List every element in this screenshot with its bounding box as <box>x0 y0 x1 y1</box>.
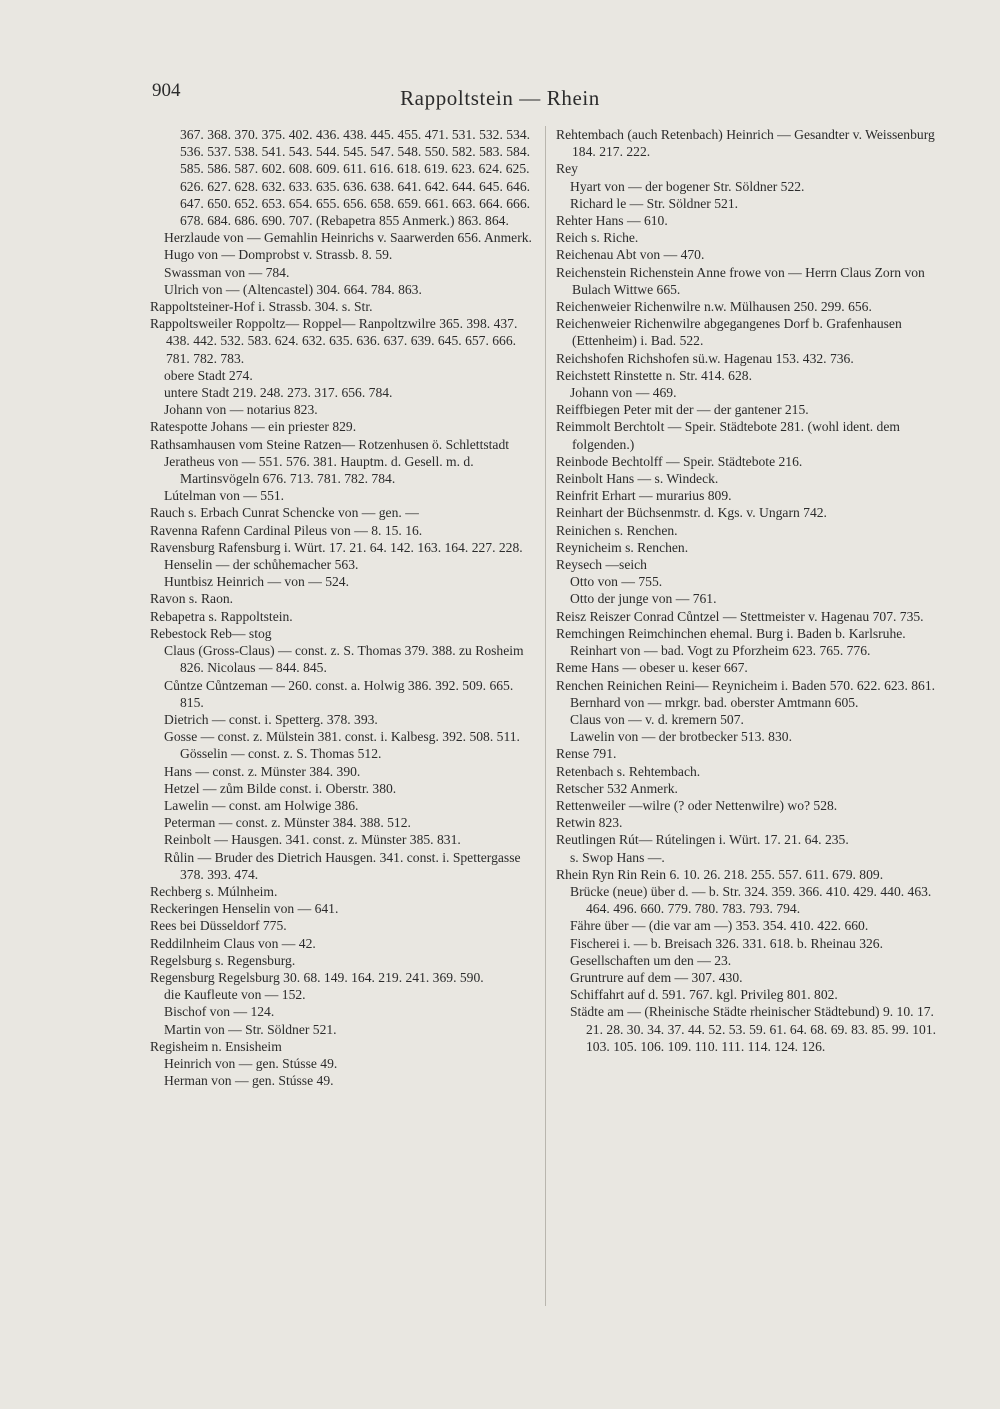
index-entry: Rees bei Düsseldorf 775. <box>150 918 287 934</box>
index-entry: Rettenweiler —wilre (? oder Nettenwilre) wo? 528. <box>556 797 838 813</box>
index-subentry: Reinhart von — bad. Vogt zu Pforzheim 623. 765. 776. <box>570 643 871 659</box>
index-subentry: Lawelin — const. am Holwige 386. <box>164 797 359 813</box>
index-subentry: obere Stadt 274. <box>164 367 253 383</box>
index-subentry: Huntbisz Heinrich — von — 524. <box>164 574 350 590</box>
index-entry: Rense 791. <box>556 746 617 762</box>
index-subentry: Claus (Gross-Claus) — const. z. S. Thomas 379. 388. zu Rosheim 826. Nicolaus — 844. 845. <box>164 643 524 676</box>
index-subentry: untere Stadt 219. 248. 273. 317. 656. 784. <box>164 385 393 401</box>
index-subentry: Städte am — (Rheinische Städte rheinischer Städtebund) 9. 10. 17. 21. 28. 30. 34. 37. 44. 52. 53. 59. 61. 64. 68. 69. 83. 85. 99. 101. 103. 105. 106. 109. 110. 111. 114. 124. 126. <box>570 1004 937 1054</box>
index-subentry: 367. 368. 370. 375. 402. 436. 438. 445. 455. 471. 531. 532. 534. 536. 537. 538. 541. 543. 544. 545. 547. 548. 550. 582. 583. 584. 585. 586. 587. 602. 608. 609. 611. 616. 618. 619. 623. 624. 625. 626. 627. 628. 632. 633. 635. 636. 638. 641. 642. 644. 645. 646. 647. 650. 652. 653. 654. 655. 656. 658. 659. 661. 663. 664. 666. 678. 684. 686. 690. 707. (Rebapetra 855 Anmerk.) 863. 864. <box>180 127 531 229</box>
index-entry: Reichstett Rinstette n. Str. 414. 628. <box>556 367 752 383</box>
index-entry: Reimmolt Berchtolt — Speir. Städtebote 281. (wohl ident. dem folgenden.) <box>556 419 900 452</box>
index-entry: Reichenweier Richenwilre n.w. Mülhausen 250. 299. 656. <box>556 299 872 315</box>
index-subentry: Peterman — const. z. Münster 384. 388. 512. <box>164 815 411 831</box>
index-subentry: Ulrich von — (Altencastel) 304. 664. 784. 863. <box>164 281 422 297</box>
index-subentry: Lútelman von — 551. <box>164 488 285 504</box>
index-entry: Reichenau Abt von — 470. <box>556 247 705 263</box>
index-entry: Reisz Reiszer Conrad Cůntzel — Stettmeister v. Hagenau 707. 735. <box>556 608 924 624</box>
index-subentry: Fischerei i. — b. Breisach 326. 331. 618. b. Rheinau 326. <box>570 935 883 951</box>
running-title: Rappoltstein — Rhein <box>400 86 600 110</box>
index-entry: Reysech —seich <box>556 557 647 573</box>
index-entry: Reinfrit Erhart — murarius 809. <box>556 488 732 504</box>
index-entry: Ravensburg Rafensburg i. Würt. 17. 21. 64. 142. 163. 164. 227. 228. <box>150 539 523 555</box>
index-entry: Reinbode Bechtolff — Speir. Städtebote 216. <box>556 453 803 469</box>
index-subentry: Brücke (neue) über d. — b. Str. 324. 359. 366. 410. 429. 440. 463. 464. 496. 660. 779. 780. 783. 793. 794. <box>570 883 932 917</box>
index-entry: Reiffbiegen Peter mit der — der gantener 215. <box>556 402 809 418</box>
index-entry: Retscher 532 Anmerk. <box>556 780 678 796</box>
index-entry: Rebestock Reb— stog <box>150 625 272 641</box>
index-entry: Renchen Reinichen Reini— Reynicheim i. Baden 570. 622. 623. 861. <box>556 677 936 693</box>
index-entry: Remchingen Reimchinchen ehemal. Burg i. Baden b. Karlsruhe. <box>556 625 906 641</box>
index-entry: Rathsamhausen vom Steine Ratzen— Rotzenhusen ö. Schlettstadt <box>150 436 510 452</box>
index-subentry: Lawelin von — der brotbecker 513. 830. <box>570 729 792 745</box>
index-subentry: Gosse — const. z. Mülstein 381. const. i. Kalbesg. 392. 508. 511. Gösselin — const. z. S. Thomas 512. <box>164 729 520 762</box>
index-subentry: Schiffahrt auf d. 591. 767. kgl. Privileg 801. 802. <box>570 987 838 1003</box>
index-column-right <box>556 126 940 1055</box>
index-entry: Reme Hans — obeser u. keser 667. <box>556 660 748 676</box>
index-subentry: s. Swop Hans —. <box>570 849 665 865</box>
index-subentry: Claus von — v. d. kremern 507. <box>570 711 744 727</box>
index-column-left <box>150 126 535 1089</box>
index-subentry: Fähre über — (die var am —) 353. 354. 410. 422. 660. <box>570 918 869 934</box>
index-entry: Rappoltsteiner-Hof i. Strassb. 304. s. Str. <box>150 299 373 315</box>
index-subentry: Reinbolt — Hausgen. 341. const. z. Münster 385. 831. <box>164 832 461 848</box>
index-entry: Reichenweier Richenwilre abgegangenes Dorf b. Grafenhausen (Ettenheim) i. Bad. 522. <box>556 316 902 349</box>
index-entry: Ravenna Rafenn Cardinal Pileus von — 8. 15. 16. <box>150 522 423 538</box>
index-entry: Reckeringen Henselin von — 641. <box>150 901 339 917</box>
index-subentry: Herzlaude von — Gemahlin Heinrichs v. Saarwerden 656. Anmerk. <box>164 230 532 246</box>
index-entry: Regisheim n. Ensisheim <box>150 1038 282 1054</box>
index-entry: Rehter Hans — 610. <box>556 213 668 229</box>
index-subentry: Johann von — notarius 823. <box>164 402 318 418</box>
index-subentry: Dietrich — const. i. Spetterg. 378. 393. <box>164 711 378 727</box>
index-subentry: Martin von — Str. Söldner 521. <box>164 1021 337 1037</box>
index-subentry: Bischof von — 124. <box>164 1004 275 1020</box>
index-subentry: Richard le — Str. Söldner 521. <box>570 195 739 211</box>
index-entry: Regensburg Regelsburg 30. 68. 149. 164. 219. 241. 369. 590. <box>150 969 484 985</box>
index-subentry: Johann von — 469. <box>570 385 677 401</box>
column-divider <box>545 126 546 1306</box>
index-subentry: Hetzel — zům Bilde const. i. Oberstr. 380. <box>164 780 397 796</box>
index-entry: Reich s. Riche. <box>556 230 639 246</box>
index-subentry: Bernhard von — mrkgr. bad. oberster Amtmann 605. <box>570 694 859 710</box>
page-number: 904 <box>152 80 181 101</box>
index-entry: Ravon s. Raon. <box>150 591 234 607</box>
index-entry: Rhein Ryn Rin Rein 6. 10. 26. 218. 255. 557. 611. 679. 809. <box>556 866 884 882</box>
index-entry: Regelsburg s. Regensburg. <box>150 952 296 968</box>
index-subentry: Hugo von — Domprobst v. Strassb. 8. 59. <box>164 247 393 263</box>
index-subentry: Hyart von — der bogener Str. Söldner 522. <box>570 178 805 194</box>
index-entry: Reichenstein Richenstein Anne frowe von — Herrn Claus Zorn von Bulach Wittwe 665. <box>556 264 925 297</box>
index-entry: Reddilnheim Claus von — 42. <box>150 935 316 951</box>
index-subentry: Henselin — der schůhemacher 563. <box>164 557 359 573</box>
index-subentry: Otto von — 755. <box>570 574 663 590</box>
index-subentry: Herman von — gen. Stússe 49. <box>164 1073 334 1089</box>
index-entry: Rebapetra s. Rappoltstein. <box>150 608 293 624</box>
index-subentry: Gesellschaften um den — 23. <box>570 952 732 968</box>
index-subentry: Gruntrure auf dem — 307. 430. <box>570 969 743 985</box>
index-entry: Rechberg s. Múlnheim. <box>150 883 278 899</box>
index-entry: Retenbach s. Rehtembach. <box>556 763 701 779</box>
index-entry: Rey <box>556 161 578 177</box>
index-subentry: Heinrich von — gen. Stússe 49. <box>164 1055 338 1071</box>
index-subentry: Hans — const. z. Münster 384. 390. <box>164 763 361 779</box>
index-subentry: die Kaufleute von — 152. <box>164 987 306 1003</box>
index-entry: Rehtembach (auch Retenbach) Heinrich — Gesandter v. Weissenburg 184. 217. 222. <box>556 127 935 160</box>
index-subentry: Jeratheus von — 551. 576. 381. Hauptm. d. Gesell. m. d. Martinsvögeln 676. 713. 781. 782. 784. <box>164 453 474 487</box>
index-subentry: Swassman von — 784. <box>164 264 290 280</box>
index-entry: Reinichen s. Renchen. <box>556 522 678 538</box>
index-entry: Reichshofen Richshofen sü.w. Hagenau 153. 432. 736. <box>556 350 854 366</box>
index-entry: Reutlingen Rút— Rútelingen i. Würt. 17. 21. 64. 235. <box>556 832 849 848</box>
index-entry: Reynicheim s. Renchen. <box>556 539 689 555</box>
index-entry: Ratespotte Johans — ein priester 829. <box>150 419 357 435</box>
index-entry: Retwin 823. <box>556 815 623 831</box>
index-subentry: Cůntze Cůntzeman — 260. const. a. Holwig 386. 392. 509. 665. 815. <box>164 677 514 710</box>
index-entry: Reinhart der Büchsenmstr. d. Kgs. v. Ungarn 742. <box>556 505 827 521</box>
index-subentry: Otto der junge von — 761. <box>570 591 717 607</box>
index-entry: Rauch s. Erbach Cunrat Schencke von — gen. — <box>150 505 419 521</box>
index-entry: Reinbolt Hans — s. Windeck. <box>556 471 719 487</box>
index-entry: Rappoltsweiler Roppoltz— Roppel— Ranpoltzwilre 365. 398. 437. 438. 442. 532. 583. 624. 632. 635. 636. 637. 639. 645. 657. 666. 781. 782. 783. <box>150 316 518 366</box>
index-subentry: Růlin — Bruder des Dietrich Hausgen. 341. const. i. Spettergasse 378. 393. 474. <box>164 849 521 882</box>
